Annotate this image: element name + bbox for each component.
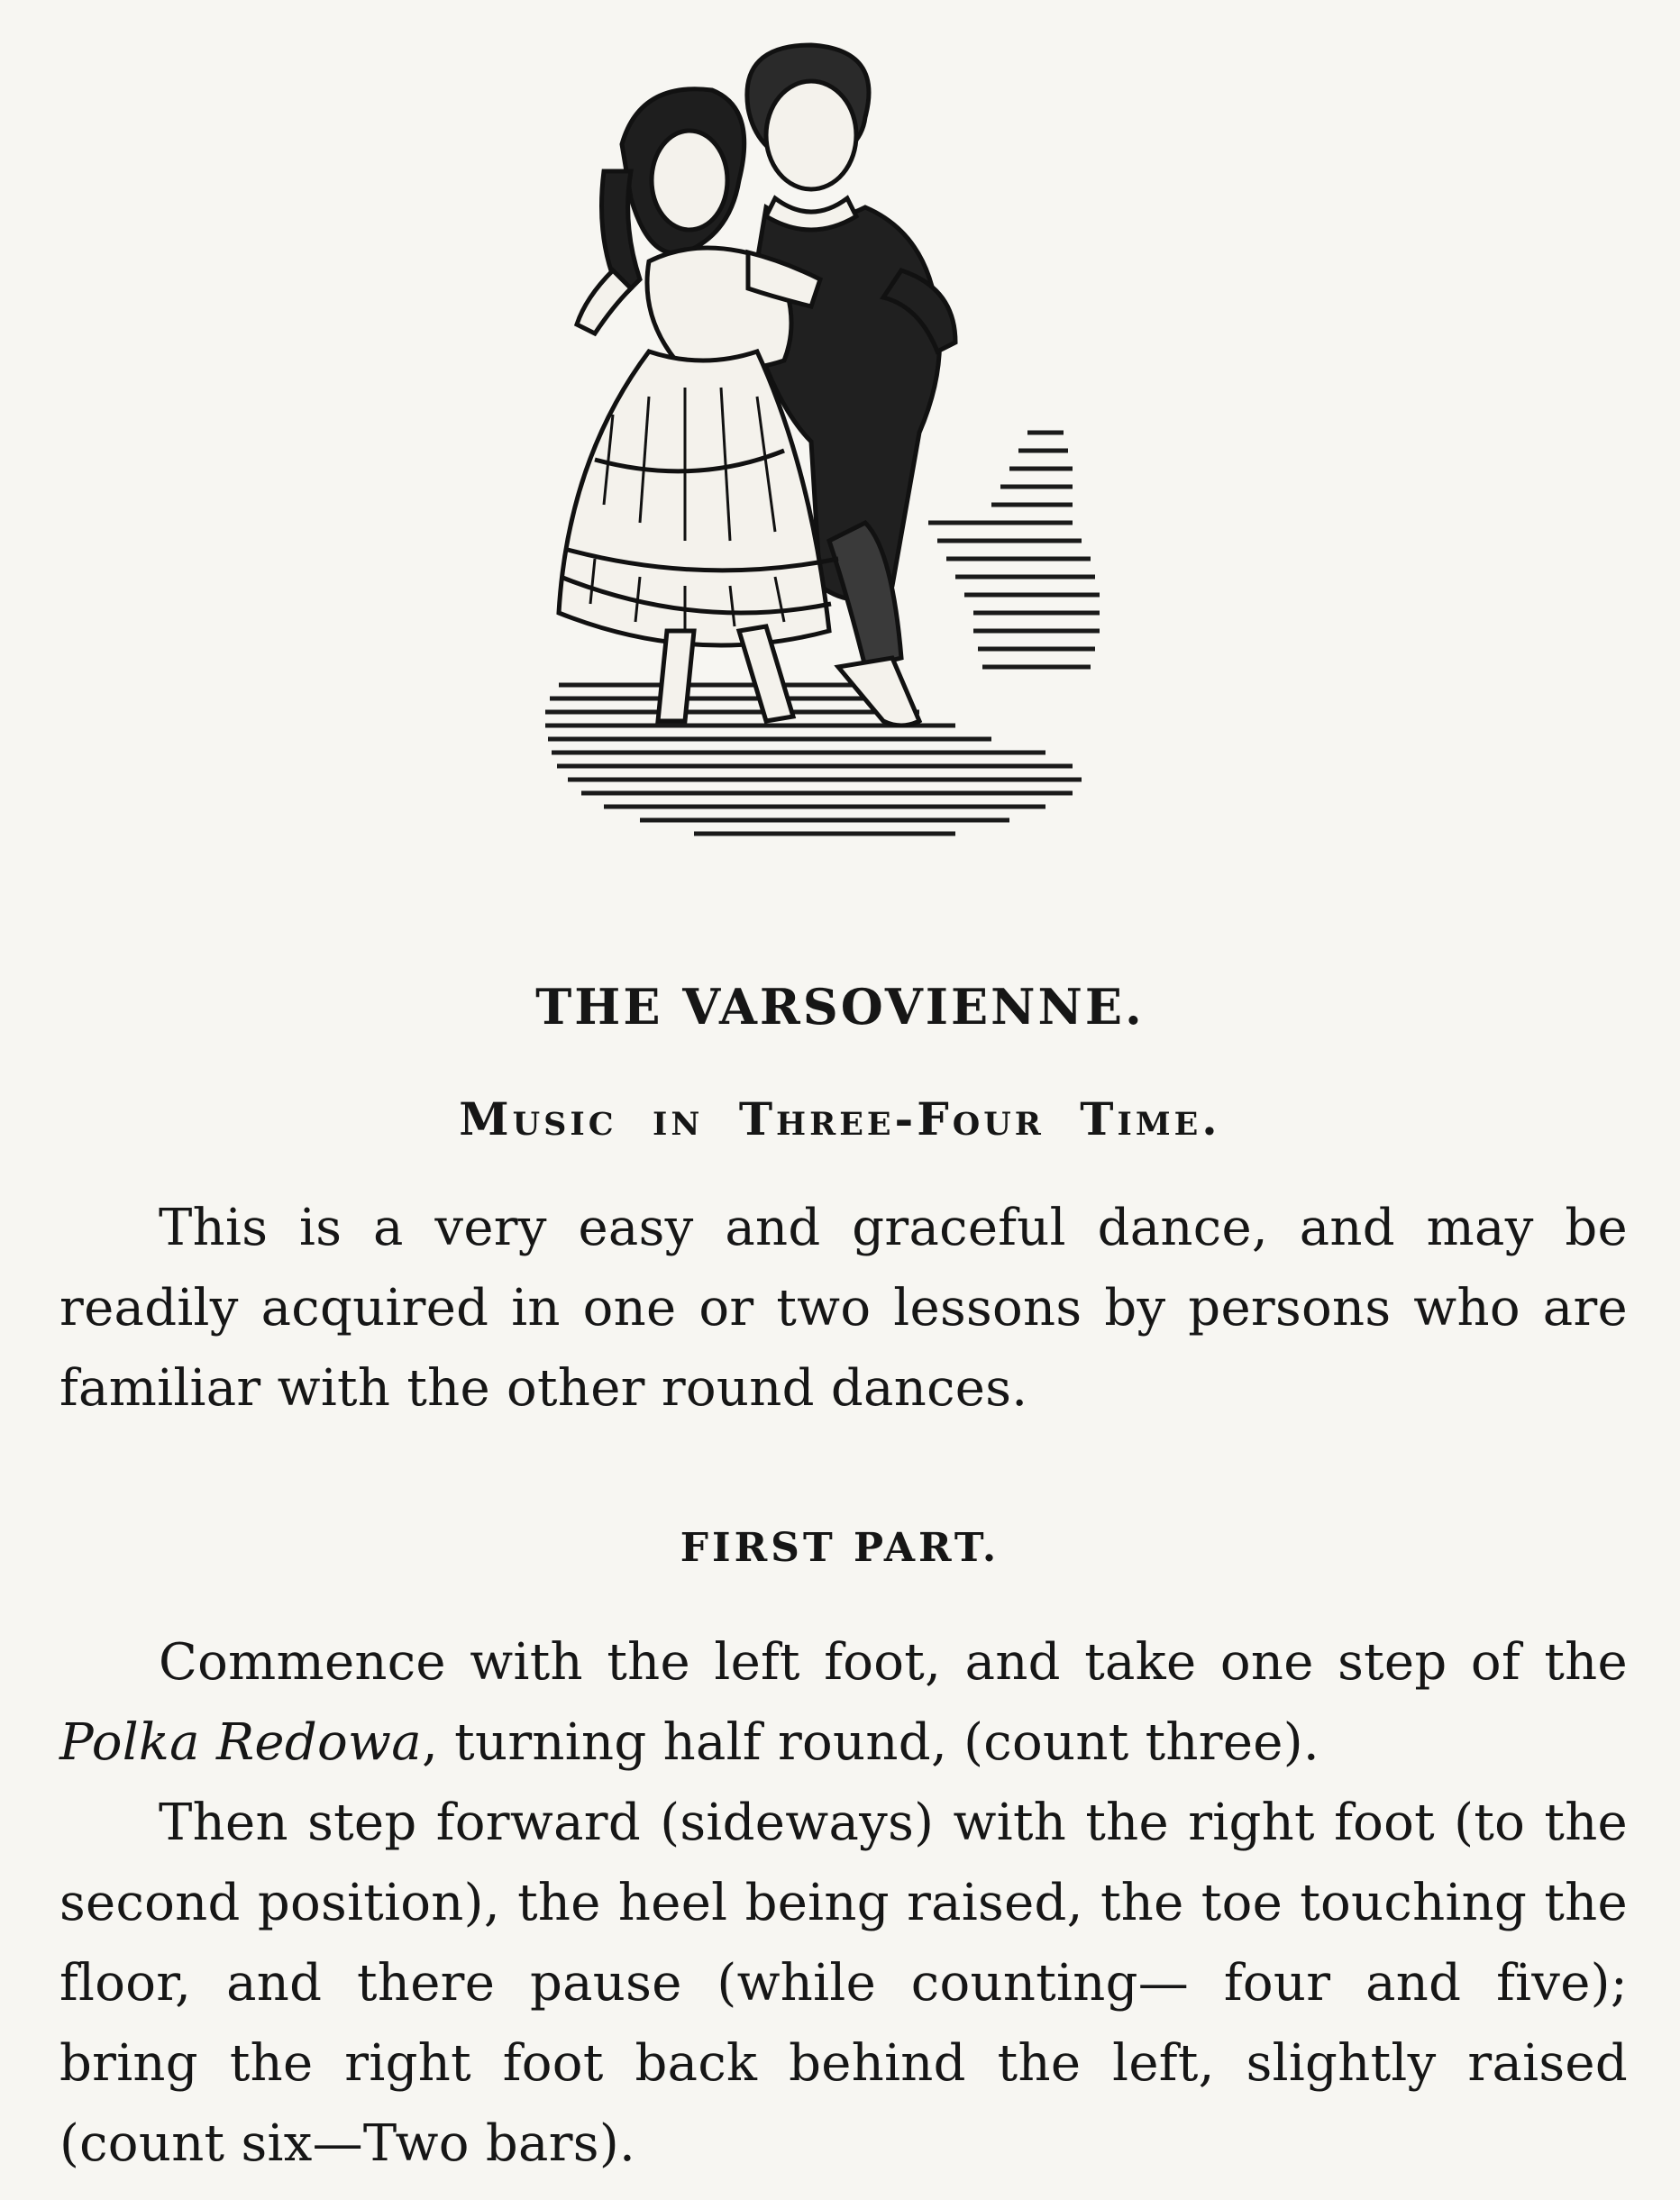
dance-title: THE VARSOVIENNE. [535,978,1145,1036]
section-heading-first-part: FIRST PART. [680,1525,1000,1571]
dance-step-name: Polka Redowa [59,1713,422,1772]
music-time-subtitle: Music in Three-Four Time. [459,1092,1221,1146]
paragraph-then-step-text: Then step forward (sideways) with the right foot (to the second position), the heel being raised, the toe touching the floor, and there pause (while counting— four and five); bring the right foot back behind the left, slightly raised (count six—Two bars). [59,1794,1628,2173]
dancing-couple-illustration [541,36,1172,865]
paragraph-then-step [59,1783,1628,2184]
paragraph-commence [59,1622,1628,1783]
paragraph-commence-text-b: , turning half round, (count three). [421,1713,1319,1772]
intro-paragraph [59,1188,1628,1429]
paragraph-commence-text-a: Commence with the left foot, and take one step of the [159,1633,1628,1692]
intro-paragraph-text: This is a very easy and graceful dance, and may be readily acquired in one or two lessons by persons who are familiar with the other round dances. [59,1199,1628,1418]
